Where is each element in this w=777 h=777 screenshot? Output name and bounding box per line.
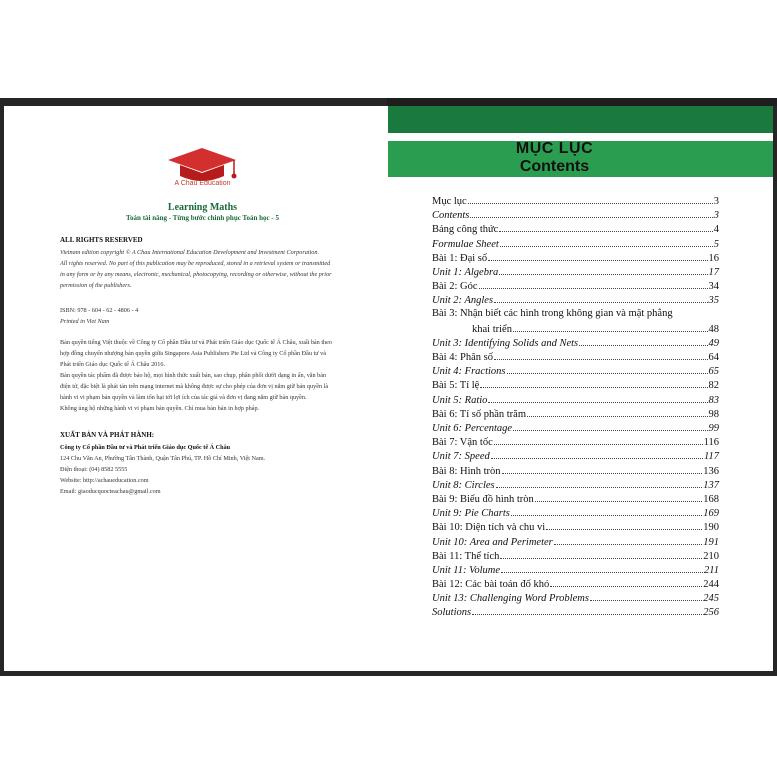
toc-leader (527, 406, 707, 417)
rights-heading: ALL RIGHTS RESERVED (60, 236, 143, 244)
toc-leader (468, 193, 713, 204)
toc-label: Formulae Sheet (432, 238, 499, 250)
copyright-line: Bản quyền tác phẩm đã được bảo hộ, mọi hình thức xuất bản, sao chụp, phân phối dưới dạng in ấn, văn bản (60, 372, 327, 379)
toc-entry (432, 406, 719, 420)
rights-line: in any form or by any means, electronic, mechanical, photocopying, recording or otherwise, without the prior (60, 271, 332, 278)
toc-leader (550, 576, 702, 587)
toc-leader (496, 477, 703, 488)
toc-page: 191 (703, 536, 719, 548)
toc-entry (432, 463, 719, 477)
toc-entry (432, 264, 719, 278)
toc-leader (499, 221, 712, 232)
contents-title-vi: MỤC LỤC (515, 140, 594, 157)
toc-label: Bài 1: Đại số (432, 252, 488, 264)
toc-leader (500, 236, 713, 247)
copyright-line: điện tử, đặc biệt là phát tán trên mạng internet mà không được sự cho phép của đơn vị nắm giữ bản quyền là (60, 383, 329, 390)
publisher-address: 124 Chu Văn An, Phường Tân Thành, Quận Tân Phú, TP. Hồ Chí Minh, Việt Nam. (60, 455, 266, 462)
isbn: ISBN: 978 - 604 - 62 - 4806 - 4 (60, 307, 139, 314)
toc-leader (472, 604, 702, 615)
toc-page: 82 (708, 380, 719, 392)
toc-label: Unit 1: Algebra (432, 266, 499, 278)
toc-page: 83 (708, 394, 719, 406)
toc-entry (432, 221, 719, 235)
toc-page: 211 (704, 564, 719, 576)
toc-label: Unit 8: Circles (432, 479, 495, 491)
toc-leader (488, 392, 707, 403)
toc-leader (470, 207, 712, 218)
toc-leader (501, 562, 703, 573)
toc-page: 244 (703, 579, 719, 591)
rights-text (60, 247, 350, 291)
toc-page: 190 (703, 522, 719, 534)
toc-entry (432, 236, 719, 250)
toc-page: 4 (713, 224, 719, 236)
toc-label: Bảng công thức (432, 224, 499, 236)
toc-leader (494, 349, 708, 360)
toc-leader (480, 377, 707, 388)
toc-entry (432, 307, 719, 335)
toc-label: Bài 10: Diện tích và chu vi (432, 522, 546, 534)
rights-line: Vietnam edition copyright © A Chau International Education Development and Investment Corporation. (60, 249, 320, 256)
toc-page: 99 (708, 423, 719, 435)
left-page (4, 106, 387, 671)
toc-entry (432, 534, 719, 548)
toc-leader (554, 534, 703, 545)
toc-label: Unit 6: Percentage (432, 423, 513, 435)
toc-label: Unit 10: Area and Perimeter (432, 536, 553, 548)
toc-label: Unit 4: Fractions (432, 366, 506, 378)
copyright-line: Phát triển Giáo dục Quốc tế Á Châu 2016. (60, 361, 165, 368)
toc-entry (432, 335, 719, 349)
toc-page: 17 (708, 266, 719, 278)
toc-label: Bài 4: Phân số (432, 352, 493, 364)
book-title: Learning Maths (167, 202, 238, 213)
toc-label: Bài 9: Biểu đồ hình tròn (432, 493, 534, 505)
toc-label: Unit 11: Volume (432, 564, 501, 576)
book-subtitle: Toán tài năng - Từng bước chinh phục Toán học - 5 (126, 214, 279, 222)
toc-leader (590, 590, 702, 601)
toc-label: Unit 3: Identifying Solids and Nets (432, 337, 579, 349)
toc-page: 136 (703, 465, 719, 477)
publisher-phone: Điện thoại: (04) 8582 5555 (60, 466, 128, 473)
toc-page: 64 (708, 352, 719, 364)
copyright-line: Không ủng hộ những hành vi vi phạm bản quyền. Chỉ mua bản bản in hợp pháp. (60, 405, 260, 412)
toc-entry (432, 278, 719, 292)
toc-label: Bài 12: Các bài toán đố khó (432, 579, 550, 591)
toc-leader (513, 420, 707, 431)
toc-page: 34 (708, 281, 719, 293)
toc-leader (479, 278, 708, 289)
contents-title-en: Contents (519, 158, 590, 175)
toc-leader (546, 519, 702, 530)
toc-leader (502, 463, 703, 474)
toc-page: 116 (703, 437, 719, 449)
publisher-info (60, 453, 350, 497)
copyright-line: hành vi vi phạm bản quyền và làm tổn hại tới lợi ích của tác giả và đơn vị đang nắm giữ bản quyền. (60, 394, 307, 401)
toc-page: 117 (704, 451, 719, 463)
toc-page: 65 (708, 366, 719, 378)
header-band (388, 106, 773, 133)
publisher-heading: XUẤT BẢN VÀ PHÁT HÀNH: (60, 431, 155, 439)
toc-leader (494, 292, 707, 303)
toc-page: 5 (713, 238, 719, 250)
toc-label: Mục lục (432, 196, 467, 207)
toc-entry (432, 491, 719, 505)
toc-page: 16 (708, 252, 719, 264)
rights-line: All rights reserved. No part of this publication may be reproduced, stored in a retrieval system or transmitted (60, 260, 331, 267)
toc-label-continued: khai triển (472, 323, 512, 335)
toc-entry (432, 434, 719, 448)
toc-page: 245 (703, 593, 719, 605)
toc-entry (432, 292, 719, 306)
publisher-email: Email: giaoducquocteachau@gmail.com (60, 488, 161, 495)
toc-entry (432, 363, 719, 377)
toc-leader (491, 448, 703, 459)
publisher-website: Website: http://achaueducation.com (60, 477, 149, 484)
toc-entry (432, 207, 719, 221)
toc-entry (432, 604, 719, 618)
toc-entry (432, 590, 719, 604)
toc-page: 210 (703, 550, 719, 562)
toc-entry (432, 562, 719, 576)
toc-leader (499, 264, 707, 275)
toc-page: 3 (713, 210, 719, 222)
toc-label: Unit 13: Challenging Word Problems (432, 593, 589, 605)
toc-page: 3 (713, 196, 719, 207)
toc-entry (432, 193, 719, 207)
toc-page: 256 (703, 607, 719, 619)
toc-label: Bài 11: Thể tích (432, 550, 500, 562)
copyright-text (60, 337, 350, 414)
toc-leader (513, 321, 708, 332)
toc-leader (488, 250, 707, 261)
toc-entry (432, 576, 719, 590)
toc-label: Bài 5: Tỉ lệ (432, 380, 480, 392)
toc-page: 168 (703, 493, 719, 505)
toc-entry (432, 377, 719, 391)
toc-label: Unit 5: Ratio (432, 394, 488, 406)
toc-leader (579, 335, 707, 346)
toc-entry (432, 420, 719, 434)
brand-name: A Chau Education (174, 180, 231, 187)
toc-entry (432, 448, 719, 462)
toc-entry (432, 505, 719, 519)
table-of-contents (432, 193, 719, 619)
toc-page: 35 (708, 295, 719, 307)
toc-entry (432, 349, 719, 363)
toc-page: 49 (708, 337, 719, 349)
toc-label: Solutions (432, 607, 472, 619)
toc-page: 169 (703, 508, 719, 520)
toc-label: Unit 9: Pie Charts (432, 508, 510, 520)
toc-leader (500, 548, 702, 559)
toc-leader (494, 434, 703, 445)
toc-label: Bài 6: Tỉ số phần trăm (432, 408, 527, 420)
toc-entry (432, 392, 719, 406)
book-spread (4, 106, 773, 671)
toc-leader (511, 505, 702, 516)
toc-label: Bài 8: Hình tròn (432, 465, 501, 477)
toc-page: 48 (708, 323, 719, 335)
toc-leader (535, 491, 702, 502)
toc-label: Contents (432, 210, 470, 222)
toc-page: 137 (703, 479, 719, 491)
toc-label: Bài 7: Vận tốc (432, 437, 493, 449)
printed-in: Printed in Viet Nam (60, 318, 110, 325)
toc-entry (432, 519, 719, 533)
toc-entry (432, 250, 719, 264)
toc-entry (432, 548, 719, 562)
toc-entry (432, 477, 719, 491)
top-strip (387, 98, 777, 106)
copyright-line: Bản quyền tiếng Việt thuộc về Công ty Cổ phần Đầu tư và Phát triển Giáo dục Quốc tế Á Châu, xuất bản theo (60, 339, 332, 346)
toc-page: 98 (708, 408, 719, 420)
toc-label: Unit 7: Speed (432, 451, 490, 463)
rights-line: permission of the publishers. (60, 282, 132, 289)
toc-label: Bài 3: Nhận biết các hình trong không gian và mặt phẳng (432, 307, 673, 319)
publisher-name: Công ty Cổ phần Đầu tư và Phát triển Giáo dục Quốc tế Á Châu (60, 444, 231, 451)
toc-label: Unit 2: Angles (432, 295, 494, 307)
toc-label: Bài 2: Góc (432, 281, 478, 293)
toc-leader (507, 363, 708, 374)
copyright-line: hợp đồng chuyển nhượng bản quyền giữa Singapore Asia Publishers Pte Ltd và Công ty Cổ phần Đầu tư và (60, 350, 326, 357)
